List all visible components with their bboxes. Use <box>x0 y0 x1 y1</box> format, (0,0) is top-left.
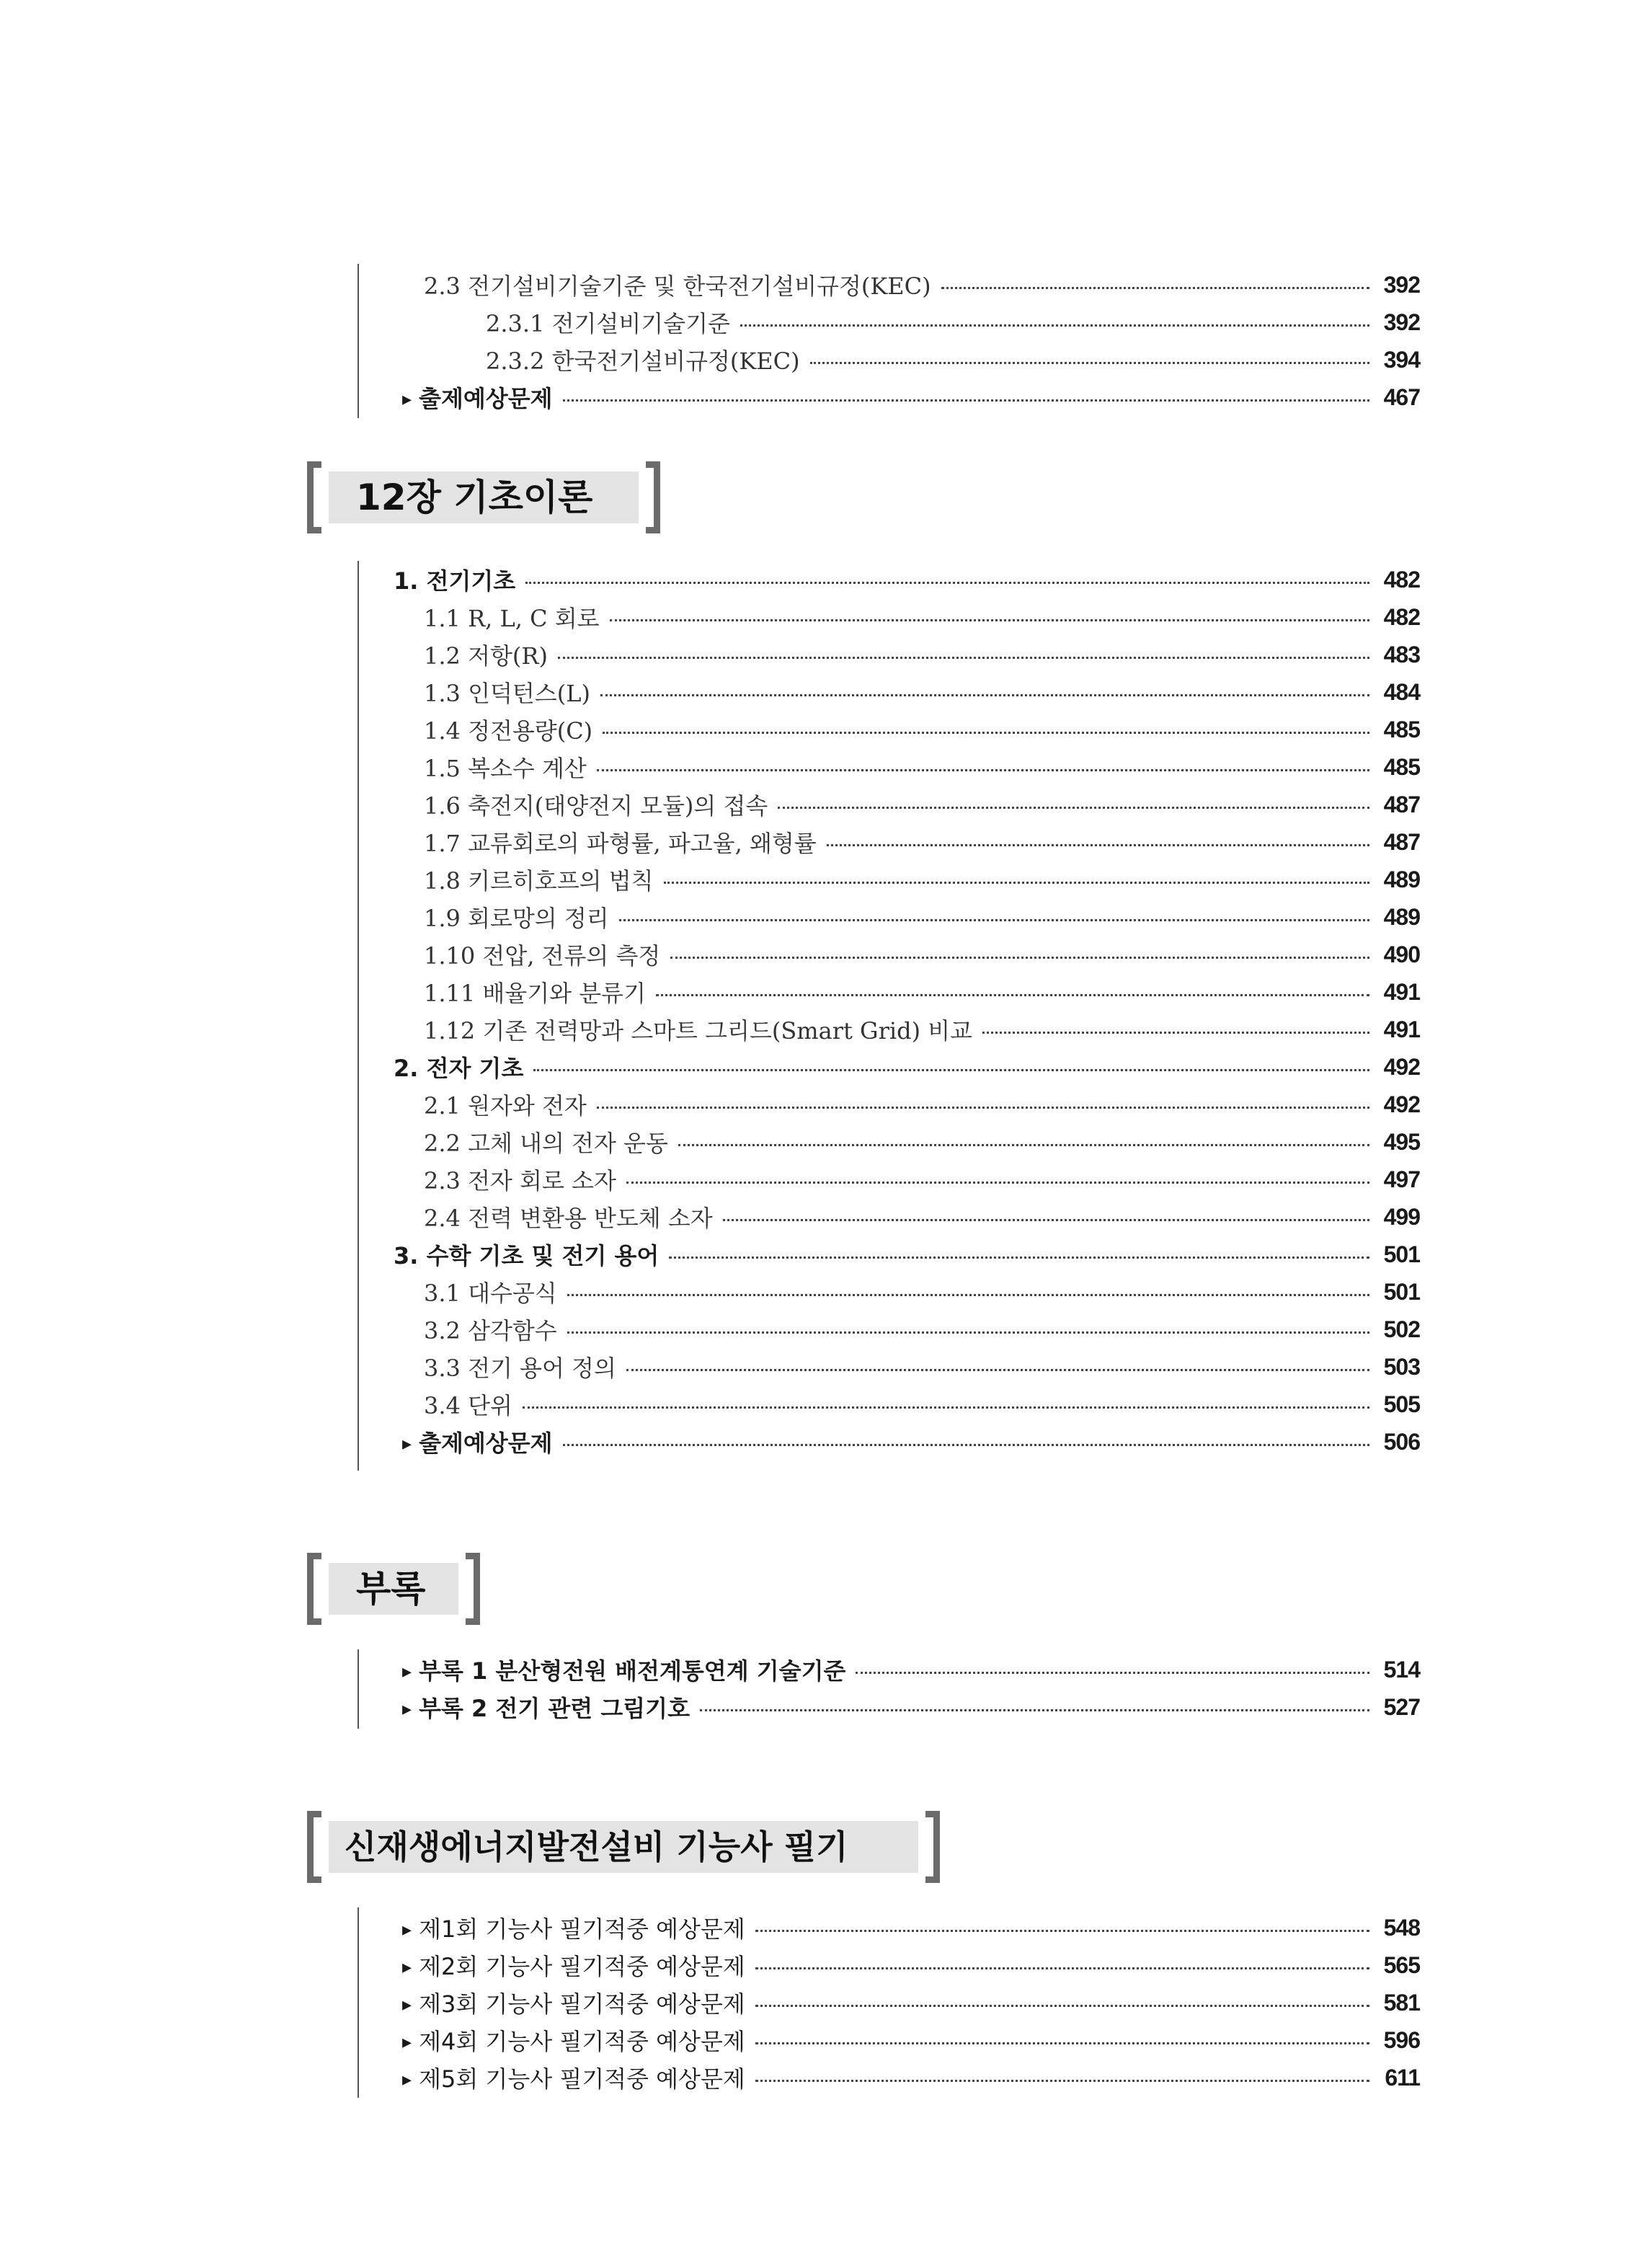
toc-entry-title: 1.11 배율기와 분류기 <box>424 980 646 1007</box>
left-bracket <box>307 1553 321 1625</box>
toc-entry[interactable] <box>359 1123 1420 1161</box>
toc-entry[interactable] <box>359 1198 1420 1236</box>
dot-leader <box>755 2005 1369 2007</box>
toc-entry-title: ▸ 부록 2 전기 관련 그림기호 <box>359 1690 690 1724</box>
toc-entry[interactable] <box>359 341 1420 378</box>
toc-entry-page: 503 <box>1383 1353 1420 1380</box>
dot-leader <box>600 694 1369 696</box>
toc-entry[interactable] <box>359 303 1420 341</box>
dot-leader <box>626 1369 1369 1371</box>
toc-entry-title: 1. 전기기초 <box>394 567 516 595</box>
toc-entry-page: 492 <box>1383 1091 1420 1117</box>
toc-entry-page: 501 <box>1383 1241 1420 1267</box>
toc-entry-page: 491 <box>1383 1016 1420 1042</box>
toc-entry-page: 497 <box>1383 1166 1420 1192</box>
dot-leader <box>778 807 1369 809</box>
toc-entry-exam[interactable] <box>359 1984 1420 2021</box>
left-bracket <box>307 461 321 533</box>
dot-leader <box>669 1257 1369 1259</box>
toc-entry-title: ▸ 제2회 기능사 필기적중 예상문제 <box>359 1949 745 1982</box>
toc-entry-page: 548 <box>1383 1914 1420 1941</box>
toc-entry[interactable] <box>359 1311 1420 1348</box>
toc-entry-page: 501 <box>1383 1278 1420 1305</box>
toc-entry-page: 485 <box>1383 753 1420 780</box>
left-bracket <box>307 1811 321 1883</box>
toc-entry-title: 2. 전자 기초 <box>394 1055 524 1082</box>
toc-block-appendix <box>358 1649 1420 1729</box>
toc-entry-title: 1.6 축전지(태양전지 모듈)의 접속 <box>424 792 768 820</box>
toc-entry[interactable] <box>359 1086 1420 1123</box>
toc-entry[interactable] <box>359 1236 1420 1273</box>
toc-entry-title: ▸ 출제예상문제 <box>359 1425 553 1458</box>
toc-entry-title: ▸ 제5회 기능사 필기적중 예상문제 <box>359 2061 745 2094</box>
toc-entry-title: 3.4 단위 <box>424 1392 512 1419</box>
toc-entry[interactable] <box>359 673 1420 711</box>
toc-entry-title: ▸ 제3회 기능사 필기적중 예상문제 <box>359 1986 745 2019</box>
toc-entry-exercise[interactable] <box>359 1423 1420 1461</box>
toc-entry-exam[interactable] <box>359 1946 1420 1984</box>
toc-entry-title: 3. 수학 기초 및 전기 용어 <box>394 1242 660 1269</box>
toc-entry[interactable] <box>359 823 1420 861</box>
toc-entry-page: 482 <box>1383 566 1420 593</box>
toc-entry-page: 483 <box>1383 641 1420 668</box>
dot-leader <box>525 582 1369 584</box>
toc-entry-title: 2.3.2 한국전기설비규정(KEC) <box>486 347 800 375</box>
toc-entry-page: 482 <box>1383 603 1420 630</box>
appendix-heading <box>307 1553 480 1625</box>
dot-leader <box>755 2042 1369 2044</box>
toc-entry-title: ▸ 제1회 기능사 필기적중 예상문제 <box>359 1911 745 1944</box>
toc-entry[interactable] <box>359 748 1420 786</box>
toc-entry-page: 499 <box>1383 1203 1420 1230</box>
dot-leader <box>856 1672 1369 1674</box>
dot-leader <box>755 1930 1369 1932</box>
dot-leader <box>626 1182 1369 1184</box>
dot-leader <box>603 732 1369 734</box>
toc-entry[interactable] <box>359 861 1420 898</box>
toc-entry-exam[interactable] <box>359 2059 1420 2096</box>
toc-entry-title: 1.2 저항(R) <box>424 642 548 670</box>
toc-entry-exam[interactable] <box>359 1909 1420 1946</box>
toc-entry-title: 2.1 원자와 전자 <box>424 1092 587 1120</box>
right-bracket <box>925 1811 940 1883</box>
chapter-title: 신재생에너지발전설비 기능사 필기 <box>345 1827 848 1866</box>
toc-entry-appendix[interactable] <box>359 1651 1420 1688</box>
dot-leader <box>567 1331 1369 1334</box>
toc-entry-appendix[interactable] <box>359 1688 1420 1726</box>
dot-leader <box>523 1406 1369 1409</box>
toc-entry-title: 2.2 고체 내의 전자 운동 <box>424 1130 668 1157</box>
dot-leader <box>664 882 1369 884</box>
dot-leader <box>597 1107 1369 1109</box>
toc-entry-page: 514 <box>1383 1656 1420 1683</box>
exam-heading <box>307 1811 940 1883</box>
dot-leader <box>740 324 1369 327</box>
dot-leader <box>619 919 1369 921</box>
dot-leader <box>563 1444 1369 1446</box>
dot-leader <box>597 769 1369 771</box>
toc-entry-page: 487 <box>1383 828 1420 855</box>
dot-leader <box>941 287 1369 289</box>
toc-entry-title: 1.1 R, L, C 회로 <box>424 605 600 632</box>
toc-entry-page: 489 <box>1383 903 1420 930</box>
toc-entry-page: 394 <box>1383 346 1420 373</box>
toc-entry-title: 3.3 전기 용어 정의 <box>424 1355 616 1382</box>
toc-entry-title: 1.12 기존 전력망과 스마트 그리드(Smart Grid) 비교 <box>424 1017 973 1045</box>
dot-leader <box>723 1219 1369 1221</box>
toc-entry[interactable] <box>359 936 1420 973</box>
toc-entry-title: 2.3 전자 회로 소자 <box>424 1167 616 1195</box>
toc-entry[interactable] <box>359 1161 1420 1198</box>
toc-entry[interactable] <box>359 1386 1420 1423</box>
toc-entry[interactable] <box>359 786 1420 823</box>
toc-entry-page: 581 <box>1383 1989 1420 2016</box>
toc-entry-exercise[interactable] <box>359 378 1420 416</box>
toc-entry-page: 527 <box>1383 1693 1420 1720</box>
right-bracket <box>646 461 660 533</box>
dot-leader <box>700 1709 1369 1711</box>
dot-leader <box>610 619 1369 621</box>
toc-entry[interactable] <box>359 598 1420 636</box>
toc-entry-title: 2.4 전력 변환용 반도체 소자 <box>424 1205 713 1232</box>
toc-entry-page: 392 <box>1383 271 1420 298</box>
toc-entry[interactable] <box>359 711 1420 748</box>
toc-entry-page: 506 <box>1383 1428 1420 1455</box>
dot-leader <box>567 1294 1369 1296</box>
toc-entry[interactable] <box>359 1348 1420 1386</box>
toc-entry-title: 1.5 복소수 계산 <box>424 755 587 782</box>
dot-leader <box>670 957 1369 959</box>
toc-entry[interactable] <box>359 898 1420 936</box>
chapter-title: 12장 기초이론 <box>356 477 593 518</box>
chapter-title: 부록 <box>356 1568 426 1610</box>
dot-leader <box>755 1967 1369 1969</box>
toc-entry[interactable] <box>359 561 1420 598</box>
toc-entry-title: 2.3 전기설비기술기준 및 한국전기설비규정(KEC) <box>424 272 931 300</box>
toc-entry-title: 2.3.1 전기설비기술기준 <box>486 310 730 337</box>
toc-entry-page: 489 <box>1383 866 1420 892</box>
toc-entry-page: 392 <box>1383 309 1420 335</box>
toc-entry-page: 611 <box>1385 2064 1420 2091</box>
toc-entry[interactable] <box>359 973 1420 1011</box>
toc-entry-title: ▸ 출제예상문제 <box>359 381 553 414</box>
dot-leader <box>827 844 1369 846</box>
toc-entry[interactable] <box>359 1048 1420 1086</box>
toc-entry-page: 505 <box>1383 1391 1420 1417</box>
toc-entry-page: 490 <box>1383 941 1420 967</box>
toc-entry-page: 491 <box>1383 978 1420 1005</box>
toc-entry-title: 1.8 키르히호프의 법칙 <box>424 867 654 895</box>
toc-entry-title: 1.9 회로망의 정리 <box>424 905 609 932</box>
toc-entry-title: ▸ 부록 1 분산형전원 배전계통연계 기술기준 <box>359 1653 845 1686</box>
toc-entry-title: 1.3 인덕턴스(L) <box>424 680 590 707</box>
toc-entry-title: 1.10 전압, 전류의 측정 <box>424 942 661 970</box>
toc-block-prev <box>358 264 1420 418</box>
toc-entry-page: 487 <box>1383 791 1420 817</box>
dot-leader <box>982 1032 1369 1034</box>
toc-entry-page: 484 <box>1383 678 1420 705</box>
toc-entry-page: 596 <box>1383 2026 1420 2053</box>
toc-entry-title: 1.7 교류회로의 파형률, 파고율, 왜형률 <box>424 830 817 857</box>
toc-entry-page: 485 <box>1383 716 1420 743</box>
chapter-heading-12 <box>307 461 660 533</box>
toc-entry-title: 3.1 대수공식 <box>424 1280 557 1307</box>
toc-entry-page: 492 <box>1383 1053 1420 1080</box>
dot-leader <box>558 657 1369 659</box>
toc-entry[interactable] <box>359 1273 1420 1311</box>
toc-entry-page: 502 <box>1383 1316 1420 1342</box>
toc-entry-title: 1.4 정전용량(C) <box>424 717 593 745</box>
toc-entry-title: ▸ 제4회 기능사 필기적중 예상문제 <box>359 2024 745 2057</box>
toc-entry-page: 467 <box>1383 384 1420 410</box>
toc-block-ch12 <box>358 561 1420 1471</box>
toc-entry[interactable] <box>359 266 1420 303</box>
toc-entry[interactable] <box>359 1011 1420 1048</box>
dot-leader <box>533 1069 1369 1071</box>
dot-leader <box>810 362 1369 364</box>
toc-block-exam <box>358 1907 1420 2098</box>
toc-entry-page: 495 <box>1383 1128 1420 1155</box>
toc-entry-page: 565 <box>1383 1951 1420 1978</box>
toc-entry[interactable] <box>359 636 1420 673</box>
dot-leader <box>678 1144 1369 1146</box>
dot-leader <box>656 994 1369 996</box>
dot-leader <box>563 399 1369 402</box>
toc-entry-exam[interactable] <box>359 2021 1420 2059</box>
dot-leader <box>755 2080 1369 2082</box>
right-bracket <box>466 1553 480 1625</box>
toc-entry-title: 3.2 삼각함수 <box>424 1317 557 1344</box>
